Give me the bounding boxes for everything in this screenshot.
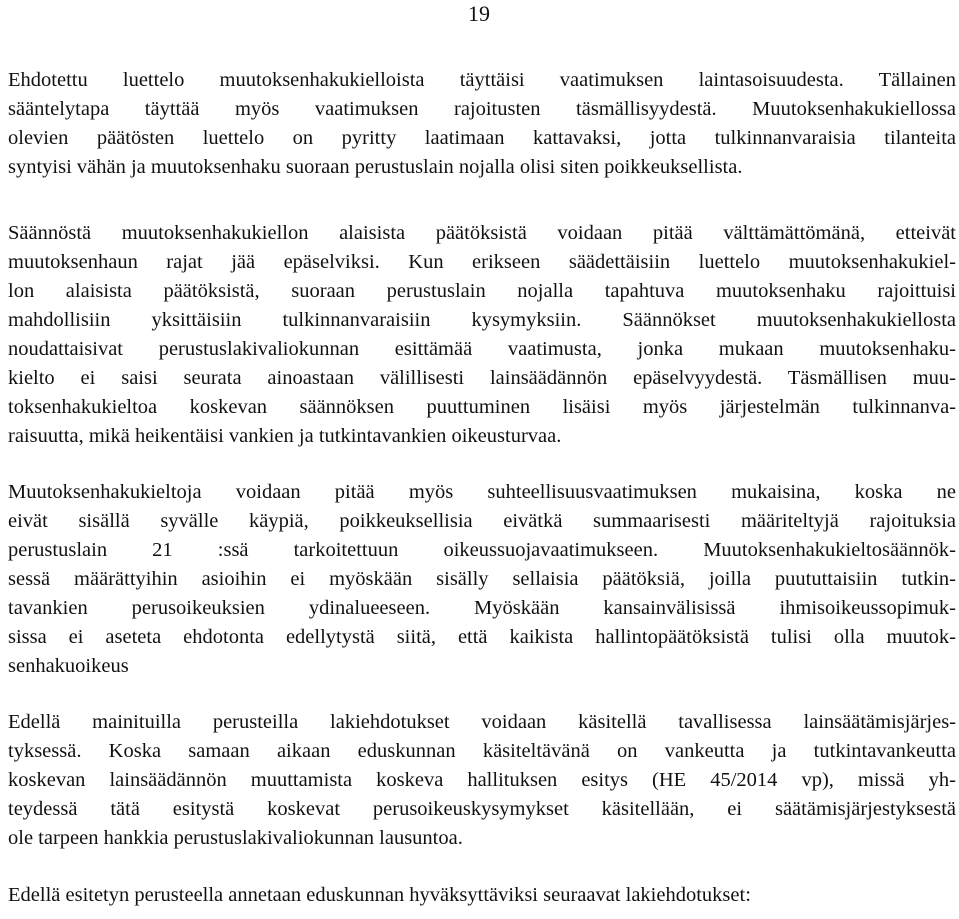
text-line: Säännöstä muutoksenhakukiellon alaisista päätöksistä voidaan pitää välttämättömänä, etteivät xyxy=(8,222,956,244)
text-line: Edellä mainituilla perusteilla lakiehdotukset voidaan käsitellä tavallisessa lainsäätämisjärjes- xyxy=(8,711,956,733)
text-line: muutoksenhaun rajat jää epäselviksi. Kun erikseen säädettäisiin luettelo muutoksenhakukiel- xyxy=(8,251,956,273)
text-line: koskevan lainsäädännön muuttamista koskeva hallituksen esitys (HE 45/2014 vp), missä yh- xyxy=(8,769,956,791)
text-line: sessä määrättyihin asioihin ei myöskään sisälly sellaisia päätöksiä, joilla puututtaisiin tutkin- xyxy=(8,568,956,590)
text-line: lon alaisista päätöksistä, suoraan perustuslain nojalla tapahtuva muutoksenhaku rajoittuisi xyxy=(8,280,956,302)
text-line: ole tarpeen hankkia perustuslakivaliokunnan lausuntoa. xyxy=(8,827,463,849)
page-number: 19 xyxy=(468,1,490,26)
text-line: teydessä tätä esitystä koskevat perusoikeuskysymykset käsitellään, ei säätämisjärjestyksestä xyxy=(8,798,956,820)
text-line: sääntelytapa täyttää myös vaatimuksen rajoitusten täsmällisyydestä. Muutoksenhakukiellossa xyxy=(8,98,956,120)
text-line: eivät sisällä syvälle käypiä, poikkeuksellisia eivätkä summaarisesti määriteltyjä rajoituksia xyxy=(8,510,956,532)
paragraph-list-completeness xyxy=(8,66,956,182)
text-line: sissa ei aseteta ehdotonta edellytystä siitä, että kaikista hallintopäätöksistä tulisi olla muutok- xyxy=(8,626,956,648)
text-line: olevien päätösten luettelo on pyritty laatimaan kattavaksi, jotta tulkinnanvaraisia tilanteita xyxy=(8,127,956,149)
text-line: senhakuoikeus xyxy=(8,655,129,677)
text-line: toksenhakukieltoa koskevan säännöksen puuttuminen lisäisi myös järjestelmän tulkinnanva- xyxy=(8,396,956,418)
text-line: kielto ei saisi seurata ainoastaan välillisesti lainsäädännön epäselvyydestä. Täsmällisen muu- xyxy=(8,367,956,389)
paragraph-proportionality xyxy=(8,478,956,681)
paragraph-legislative-procedure xyxy=(8,708,956,853)
paragraph-appeal-limits xyxy=(8,219,956,451)
text-line: syntyisi vähän ja muutoksenhaku suoraan perustuslain nojalla olisi siten poikkeuksellista. xyxy=(8,156,743,178)
text-line: noudattaisivat perustuslakivaliokunnan esittämää vaatimusta, jonka mukaan muutoksenhaku- xyxy=(8,338,956,360)
text-line: Muutoksenhakukieltoja voidaan pitää myös suhteellisuusvaatimuksen mukaisina, koska ne xyxy=(8,481,956,503)
text-line: raisuutta, mikä heikentäisi vankien ja tutkintavankien oikeusturvaa. xyxy=(8,425,562,447)
paragraph-proposals-intro xyxy=(8,881,956,910)
text-line: perustuslain 21 :ssä tarkoitettuun oikeussuojavaatimukseen. Muutoksenhakukieltosäännök- xyxy=(8,539,956,561)
text-line: Edellä esitetyn perusteella annetaan eduskunnan hyväksyttäviksi seuraavat lakiehdotukset: xyxy=(8,884,751,906)
text-line: Ehdotettu luettelo muutoksenhakukielloista täyttäisi vaatimuksen laintasoisuudesta. Tällainen xyxy=(8,69,956,91)
text-line: tavankien perusoikeuksien ydinalueeseen. Myöskään kansainvälisissä ihmisoikeussopimuk- xyxy=(8,597,956,619)
text-line: mahdollisiin yksittäisiin tulkinnanvaraisiin kysymyksiin. Säännökset muutoksenhakukiellosta xyxy=(8,309,956,331)
text-line: tyksessä. Koska samaan aikaan eduskunnan käsiteltävänä on vankeutta ja tutkintavankeutta xyxy=(8,740,956,762)
